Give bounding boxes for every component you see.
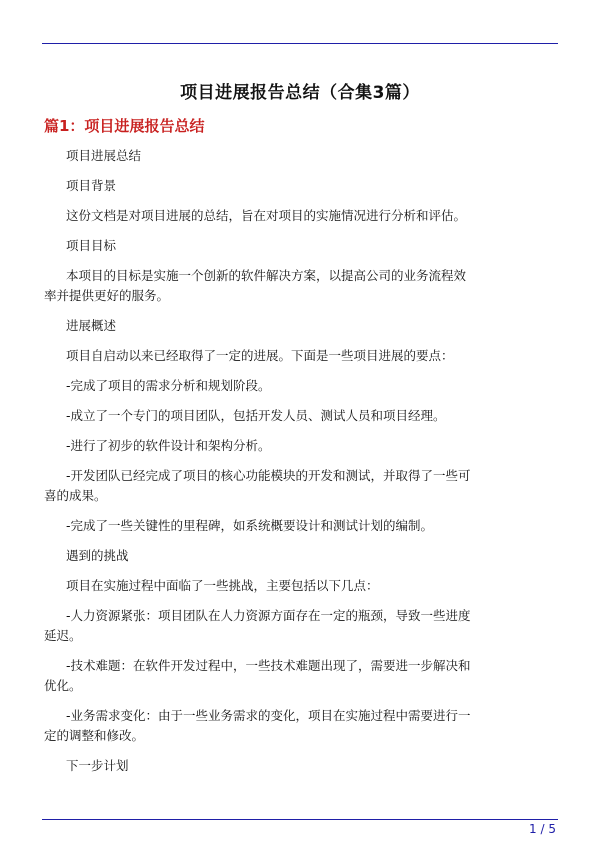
paragraph-next-steps-heading: 下一步计划: [66, 758, 129, 773]
document-title: 项目进展报告总结（合集3篇）: [180, 83, 420, 103]
paragraph-progress-heading: 进展概述: [66, 318, 117, 333]
paragraph-summary-heading: 项目进展总结: [66, 148, 142, 163]
paragraph-goal-heading: 项目目标: [66, 238, 117, 253]
paragraph-background-heading: 项目背景: [66, 178, 117, 193]
paragraph-progress-item-5: -完成了一些关键性的里程碑，如系统概要设计和测试计划的编制。: [66, 518, 434, 533]
paragraph-progress-item-4: -开发团队已经完成了项目的核心功能模块的开发和测试，并取得了一些可喜的成果。: [44, 468, 471, 503]
paragraph-challenge-3: -业务需求变化：由于一些业务需求的变化，项目在实施过程中需要进行一定的调整和修改。: [44, 708, 471, 743]
paragraph-progress-item-3: -进行了初步的软件设计和架构分析。: [66, 438, 271, 453]
paragraph-progress-item-2: -成立了一个专门的项目团队，包括开发人员、测试人员和项目经理。: [66, 408, 446, 423]
paragraph-progress-item-1: -完成了项目的需求分析和规划阶段。: [66, 378, 271, 393]
paragraph-progress-intro: 项目自启动以来已经取得了一定的进展。下面是一些项目进展的要点：: [66, 348, 454, 363]
section-heading: 篇1：项目进展报告总结: [44, 117, 205, 135]
paragraph-goal-text: 本项目的目标是实施一个创新的软件解决方案，以提高公司的业务流程效率并提供更好的服务。: [44, 268, 467, 303]
paragraph-challenge-2: -技术难题：在软件开发过程中，一些技术难题出现了，需要进一步解决和优化。: [44, 658, 471, 693]
page-indicator: 1 / 5: [529, 822, 556, 836]
header-rule: [42, 43, 558, 44]
footer-rule: [42, 819, 558, 820]
paragraph-challenges-heading: 遇到的挑战: [66, 548, 129, 563]
paragraph-challenge-1: -人力资源紧张：项目团队在人力资源方面存在一定的瓶颈，导致一些进度延迟。: [44, 608, 471, 643]
paragraph-challenges-intro: 项目在实施过程中面临了一些挑战，主要包括以下几点：: [66, 578, 379, 593]
paragraph-background-text: 这份文档是对项目进展的总结，旨在对项目的实施情况进行分析和评估。: [66, 208, 467, 223]
